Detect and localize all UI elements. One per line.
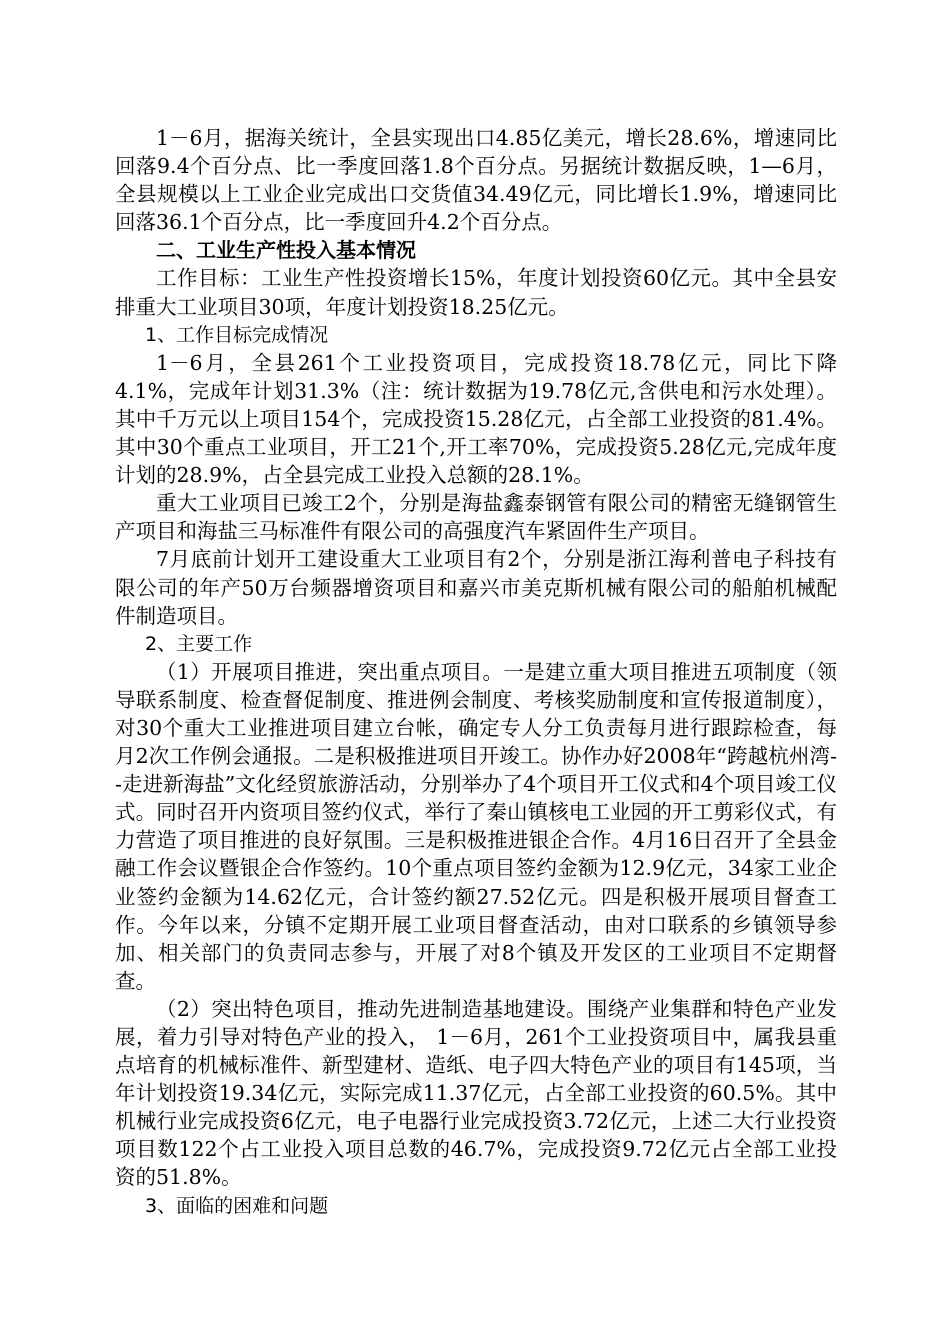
paragraph-work-item-2: （2）突出特色项目，推动先进制造基地建设。围绕产业集群和特色产业发展，着力引导对特色产业的投入， 1－6月，261个工业投资项目中，属我县重点培育的机械标准件、新型建材、造纸、电子四大特色产业的项目有145项，当年计划投资19.34亿元，实际完成11.37亿元，占全部工业投资的60.5%。其中机械行业完成投资6亿元，电子电器行业完成投资3.72亿元，上述二大行业投资项目数122个占工业投入项目总数的46.7%，完成投资9.72亿元占全部工业投资的51.8%。 — [115, 996, 837, 1190]
paragraph-work-item-1: （1）开展项目推进，突出重点项目。一是建立重大项目推进五项制度（领导联系制度、检查督促制度、推进例会制度、考核奖励制度和宣传报道制度），对30个重大工业推进项目建立台帐，确定专人分工负责每月进行跟踪检查，每月2次工作例会通报。二是积极推进项目开竣工。协作办好2008年“跨越杭州湾--走进新海盐”文化经贸旅游活动，分别举办了4个项目开工仪式和4个项目竣工仪式。同时召开内资项目签约仪式，举行了秦山镇核电工业园的开工剪彩仪式，有力营造了项目推进的良好氛围。三是积极推进银企合作。4月16日召开了全县金融工作会议暨银企合作签约。10个重点项目签约金额为12.9亿元，34家工业企业签约金额为14.62亿元，合计签约额27.52亿元。四是积极开展项目督查工作。今年以来，分镇不定期开展工业项目督查活动，由对口联系的乡镇领导参加、相关部门的负责同志参与，开展了对8个镇及开发区的工业项目不定期督查。 — [115, 659, 837, 993]
subheading-difficulties: 3、面临的困难和问题 — [145, 1194, 329, 1217]
subheading-main-work: 2、主要工作 — [145, 632, 253, 655]
paragraph-july-projects: 7月底前计划开工建设重大工业项目有2个，分别是浙江海利普电子科技有限公司的年产50万台频器增资项目和嘉兴市美克斯机械有限公司的船舶机械配件制造项目。 — [115, 547, 837, 628]
paragraph-jan-jun-investment: 1－6月，全县261个工业投资项目，完成投资18.78亿元，同比下降4.1%，完成年计划31.3%（注：统计数据为19.78亿元,含供电和污水处理）。其中千万元以上项目154个，完成投资15.28亿元，占全部工业投资的81.4%。其中30个重点工业项目，开工21个,开工率70%，完成投资5.28亿元,完成年度计划的28.9%，占全县完成工业投入总额的28.1%。 — [115, 350, 837, 488]
document-body — [115, 124, 837, 1220]
section-heading-industrial-investment: 二、工业生产性投入基本情况 — [156, 238, 416, 263]
subheading-goal-completion: 1、工作目标完成情况 — [145, 323, 329, 346]
paragraph-completed-projects: 重大工业项目已竣工2个，分别是海盐鑫泰钢管有限公司的精密无缝钢管生产项目和海盐三马标准件有限公司的高强度汽车紧固件生产项目。 — [115, 491, 837, 544]
paragraph-export: 1－6月，据海关统计，全县实现出口4.85亿美元，增长28.6%，增速同比回落9.4个百分点、比一季度回落1.8个百分点。另据统计数据反映，1—6月，全县规模以上工业企业完成出口交货值34.49亿元，同比增长1.9%，增速同比回落36.1个百分点，比一季度回升4.2个百分点。 — [115, 126, 837, 235]
paragraph-work-goal: 工作目标：工业生产性投资增长15%，年度计划投资60亿元。其中全县安排重大工业项目30项，年度计划投资18.25亿元。 — [115, 266, 837, 319]
